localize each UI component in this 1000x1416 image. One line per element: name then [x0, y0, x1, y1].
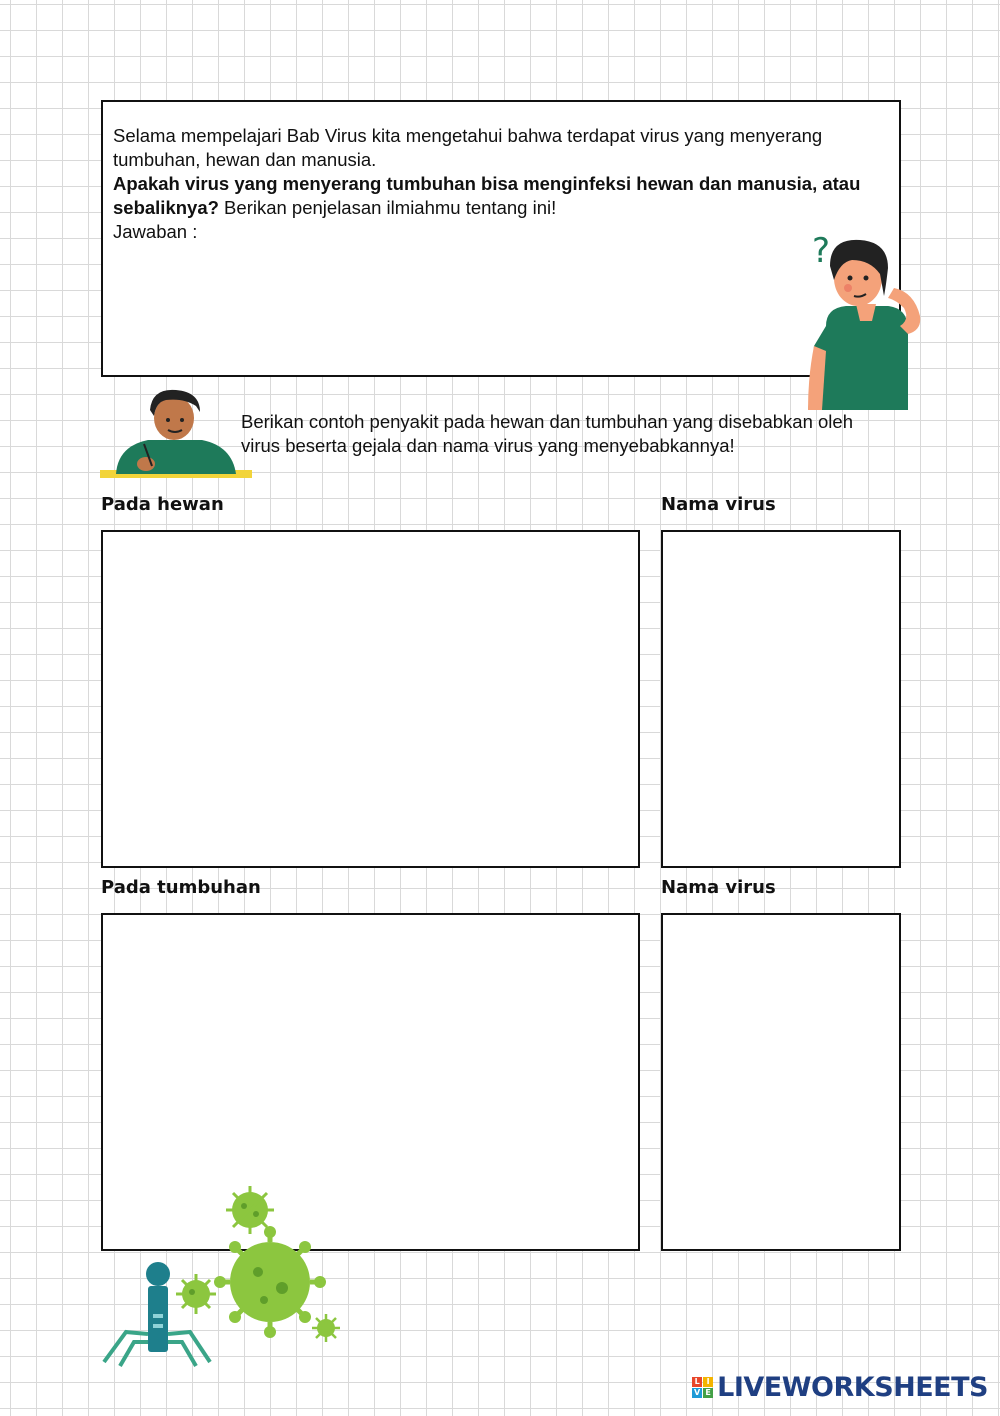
animal-disease-input[interactable]	[103, 532, 638, 866]
logo-letter: E	[703, 1388, 713, 1398]
logo-letter: V	[694, 1388, 701, 1397]
animal-virus-box	[661, 530, 901, 868]
animal-virus-label: Nama virus	[661, 494, 776, 515]
bacteriophage-icon	[104, 1262, 210, 1366]
animal-virus-input[interactable]	[663, 532, 899, 866]
answer-input[interactable]	[113, 252, 797, 366]
brand-name: LIVEWORKSHEETS	[717, 1372, 988, 1403]
plant-virus-input[interactable]	[663, 915, 899, 1249]
plant-virus-label: Nama virus	[661, 877, 776, 898]
plant-virus-box	[661, 913, 901, 1251]
liveworksheets-logo-icon	[692, 1377, 713, 1398]
plant-section-label: Pada tumbuhan	[101, 877, 261, 898]
intro-line: Selama mempelajari Bab Virus kita mengetahui bahwa terdapat virus yang menyerang tumbuhan, hewan dan manusia.	[113, 125, 823, 170]
question-rest: Berikan penjelasan ilmiahmu tentang ini!	[218, 197, 557, 218]
liveworksheets-brand	[692, 1372, 988, 1403]
instruction-text: Berikan contoh penyakit pada hewan dan tumbuhan yang disebabkan oleh virus beserta gejala dan nama virus yang menyebabkannya!	[241, 411, 853, 456]
animal-disease-box	[101, 530, 640, 868]
virus-icon	[176, 1186, 340, 1342]
intro-question-box	[101, 100, 901, 377]
answer-label: Jawaban :	[113, 221, 198, 242]
intro-question	[113, 172, 873, 220]
logo-letter: L	[692, 1377, 702, 1387]
virus-illustration	[98, 1182, 348, 1372]
question-bold: Apakah virus yang menyerang tumbuhan bisa menginfeksi hewan dan manusia, atau sebaliknya?	[113, 173, 861, 218]
intro-text	[113, 124, 873, 244]
animal-section-label: Pada hewan	[101, 494, 224, 515]
logo-letter: I	[703, 1377, 713, 1387]
question-mark-glyph: ?	[812, 231, 831, 271]
writing-boy-icon	[100, 388, 252, 480]
thinking-boy-icon	[796, 226, 926, 411]
